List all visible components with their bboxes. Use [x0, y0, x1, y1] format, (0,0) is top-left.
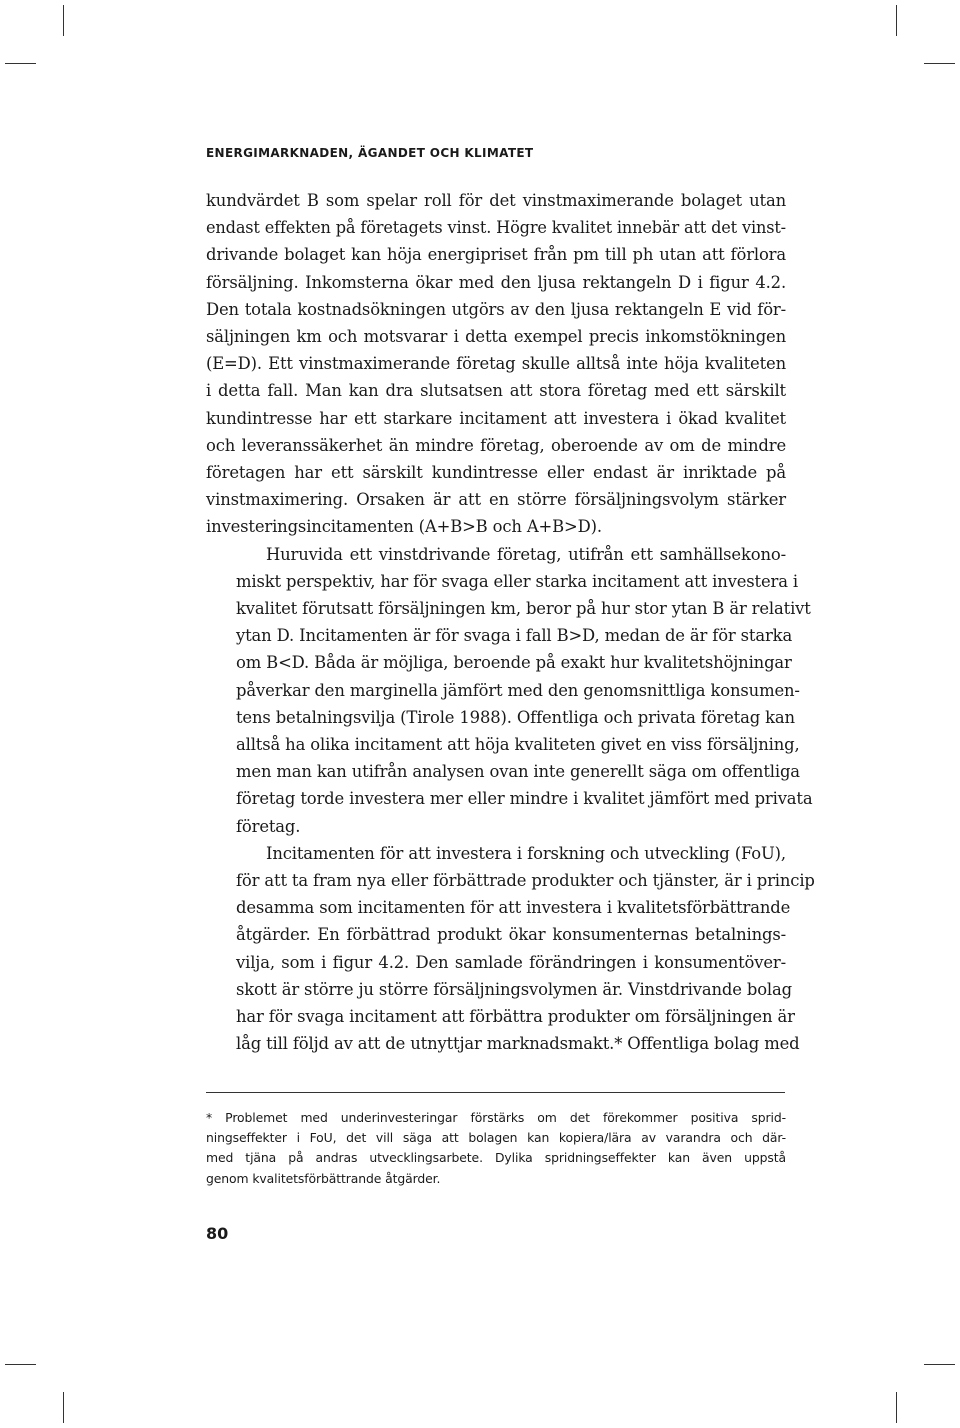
crop-mark-bottom-left-vertical [63, 1392, 64, 1423]
text-line: kvalitet förutsatt försäljningen km, beror på hur stor ytan B är relativt [236, 599, 811, 619]
crop-mark-top-left-vertical [63, 5, 64, 36]
paragraph-1 [206, 187, 786, 541]
crop-mark-top-right-horizontal [924, 63, 955, 64]
paragraph-3 [206, 840, 815, 1058]
text-line: vilja, som i figur 4.2. Den samlade förändringen i konsumentöver- [236, 952, 786, 972]
text-line: Den totala kostnadsökningen utgörs av den ljusa rektangeln E vid för- [206, 299, 786, 319]
footnote-line: genom kvalitetsförbättrande åtgärder. [206, 1170, 441, 1186]
text-line: påverkar den marginella jämfört med den genomsnittliga konsumen- [236, 680, 800, 700]
footnote-divider [206, 1092, 785, 1093]
footnote-line: med tjäna på andras utvecklingsarbete. Dylika spridningseffekter kan även uppstå [206, 1150, 786, 1166]
footnote [206, 1108, 786, 1189]
crop-mark-top-right-vertical [896, 5, 897, 36]
text-line: desamma som incitamenten för att investera i kvalitetsförbättrande [236, 898, 791, 918]
page-number: 80 [206, 1224, 229, 1243]
text-line: kundintresse har ett starkare incitament att investera i ökad kvalitet [206, 408, 786, 428]
crop-mark-bottom-right-horizontal [924, 1364, 955, 1365]
text-line: skott är större ju större försäljningsvolymen är. Vinstdrivande bolag [236, 979, 792, 999]
text-line: investeringsincitamenten (A+B>B och A+B>D). [206, 517, 602, 537]
footnote-line: ningseffekter i FoU, det vill säga att bolagen kan kopiera/lära av varandra och där- [206, 1130, 786, 1146]
text-line: kundvärdet B som spelar roll för det vinstmaximerande bolaget utan [206, 191, 786, 210]
text-line: vinstmaximering. Orsaken är att en större försäljningsvolym stärker [206, 490, 786, 510]
text-line: tens betalningsvilja (Tirole 1988). Offentliga och privata företag kan [236, 707, 795, 727]
footnote-line: * Problemet med underinvesteringar förstärks om det förekommer positiva sprid- [206, 1110, 786, 1125]
text-line: för att ta fram nya eller förbättrade produkter och tjänster, är i princip [236, 871, 815, 891]
text-line: i detta fall. Man kan dra slutsatsen att stora företag med ett särskilt [206, 381, 786, 401]
text-line: (E=D). Ett vinstmaximerande företag skulle alltså inte höja kvaliteten [206, 354, 786, 374]
text-line: alltså ha olika incitament att höja kvaliteten givet en viss försäljning, [236, 735, 800, 755]
text-line: Incitamenten för att investera i forskning och utveckling (FoU), [266, 843, 786, 863]
text-line: Huruvida ett vinstdrivande företag, utifrån ett samhällsekono- [266, 544, 786, 564]
text-line: åtgärder. En förbättrad produkt ökar konsumenternas betalnings- [236, 925, 786, 945]
text-line: företagen har ett särskilt kundintresse eller endast är inriktade på [206, 463, 786, 483]
text-line: drivande bolaget kan höja energipriset från pm till ph utan att förlora [206, 245, 786, 265]
text-line: låg till följd av att de utnyttjar marknadsmakt.* Offentliga bolag med [236, 1034, 800, 1054]
text-line: har för svaga incitament att förbättra produkter om försäljningen är [236, 1007, 795, 1027]
crop-mark-bottom-right-vertical [896, 1392, 897, 1423]
text-line: företag. [236, 816, 301, 836]
text-line: företag torde investera mer eller mindre i kvalitet jämfört med privata [236, 789, 813, 809]
text-line: endast effekten på företagets vinst. Högre kvalitet innebär att det vinst- [206, 218, 786, 238]
text-line: men man kan utifrån analysen ovan inte generellt säga om offentliga [236, 762, 800, 782]
text-line: försäljning. Inkomsterna ökar med den ljusa rektangeln D i figur 4.2. [206, 272, 786, 292]
text-line: ytan D. Incitamenten är för svaga i fall B>D, medan de är för starka [236, 626, 793, 646]
text-line: säljningen km och motsvarar i detta exempel precis inkomstökningen [206, 327, 786, 347]
crop-mark-bottom-left-horizontal [5, 1364, 36, 1365]
running-header: ENERGIMARKNADEN, ÄGANDET OCH KLIMATET [206, 146, 534, 160]
crop-mark-top-left-horizontal [5, 63, 36, 64]
text-line: om B<D. Båda är möjliga, beroende på exakt hur kvalitetshöjningar [236, 653, 792, 673]
text-line: och leveranssäkerhet än mindre företag, oberoende av om de mindre [206, 435, 786, 455]
text-line: miskt perspektiv, har för svaga eller starka incitament att investera i [236, 571, 798, 591]
paragraph-2 [206, 541, 813, 840]
body-text [206, 187, 815, 1058]
